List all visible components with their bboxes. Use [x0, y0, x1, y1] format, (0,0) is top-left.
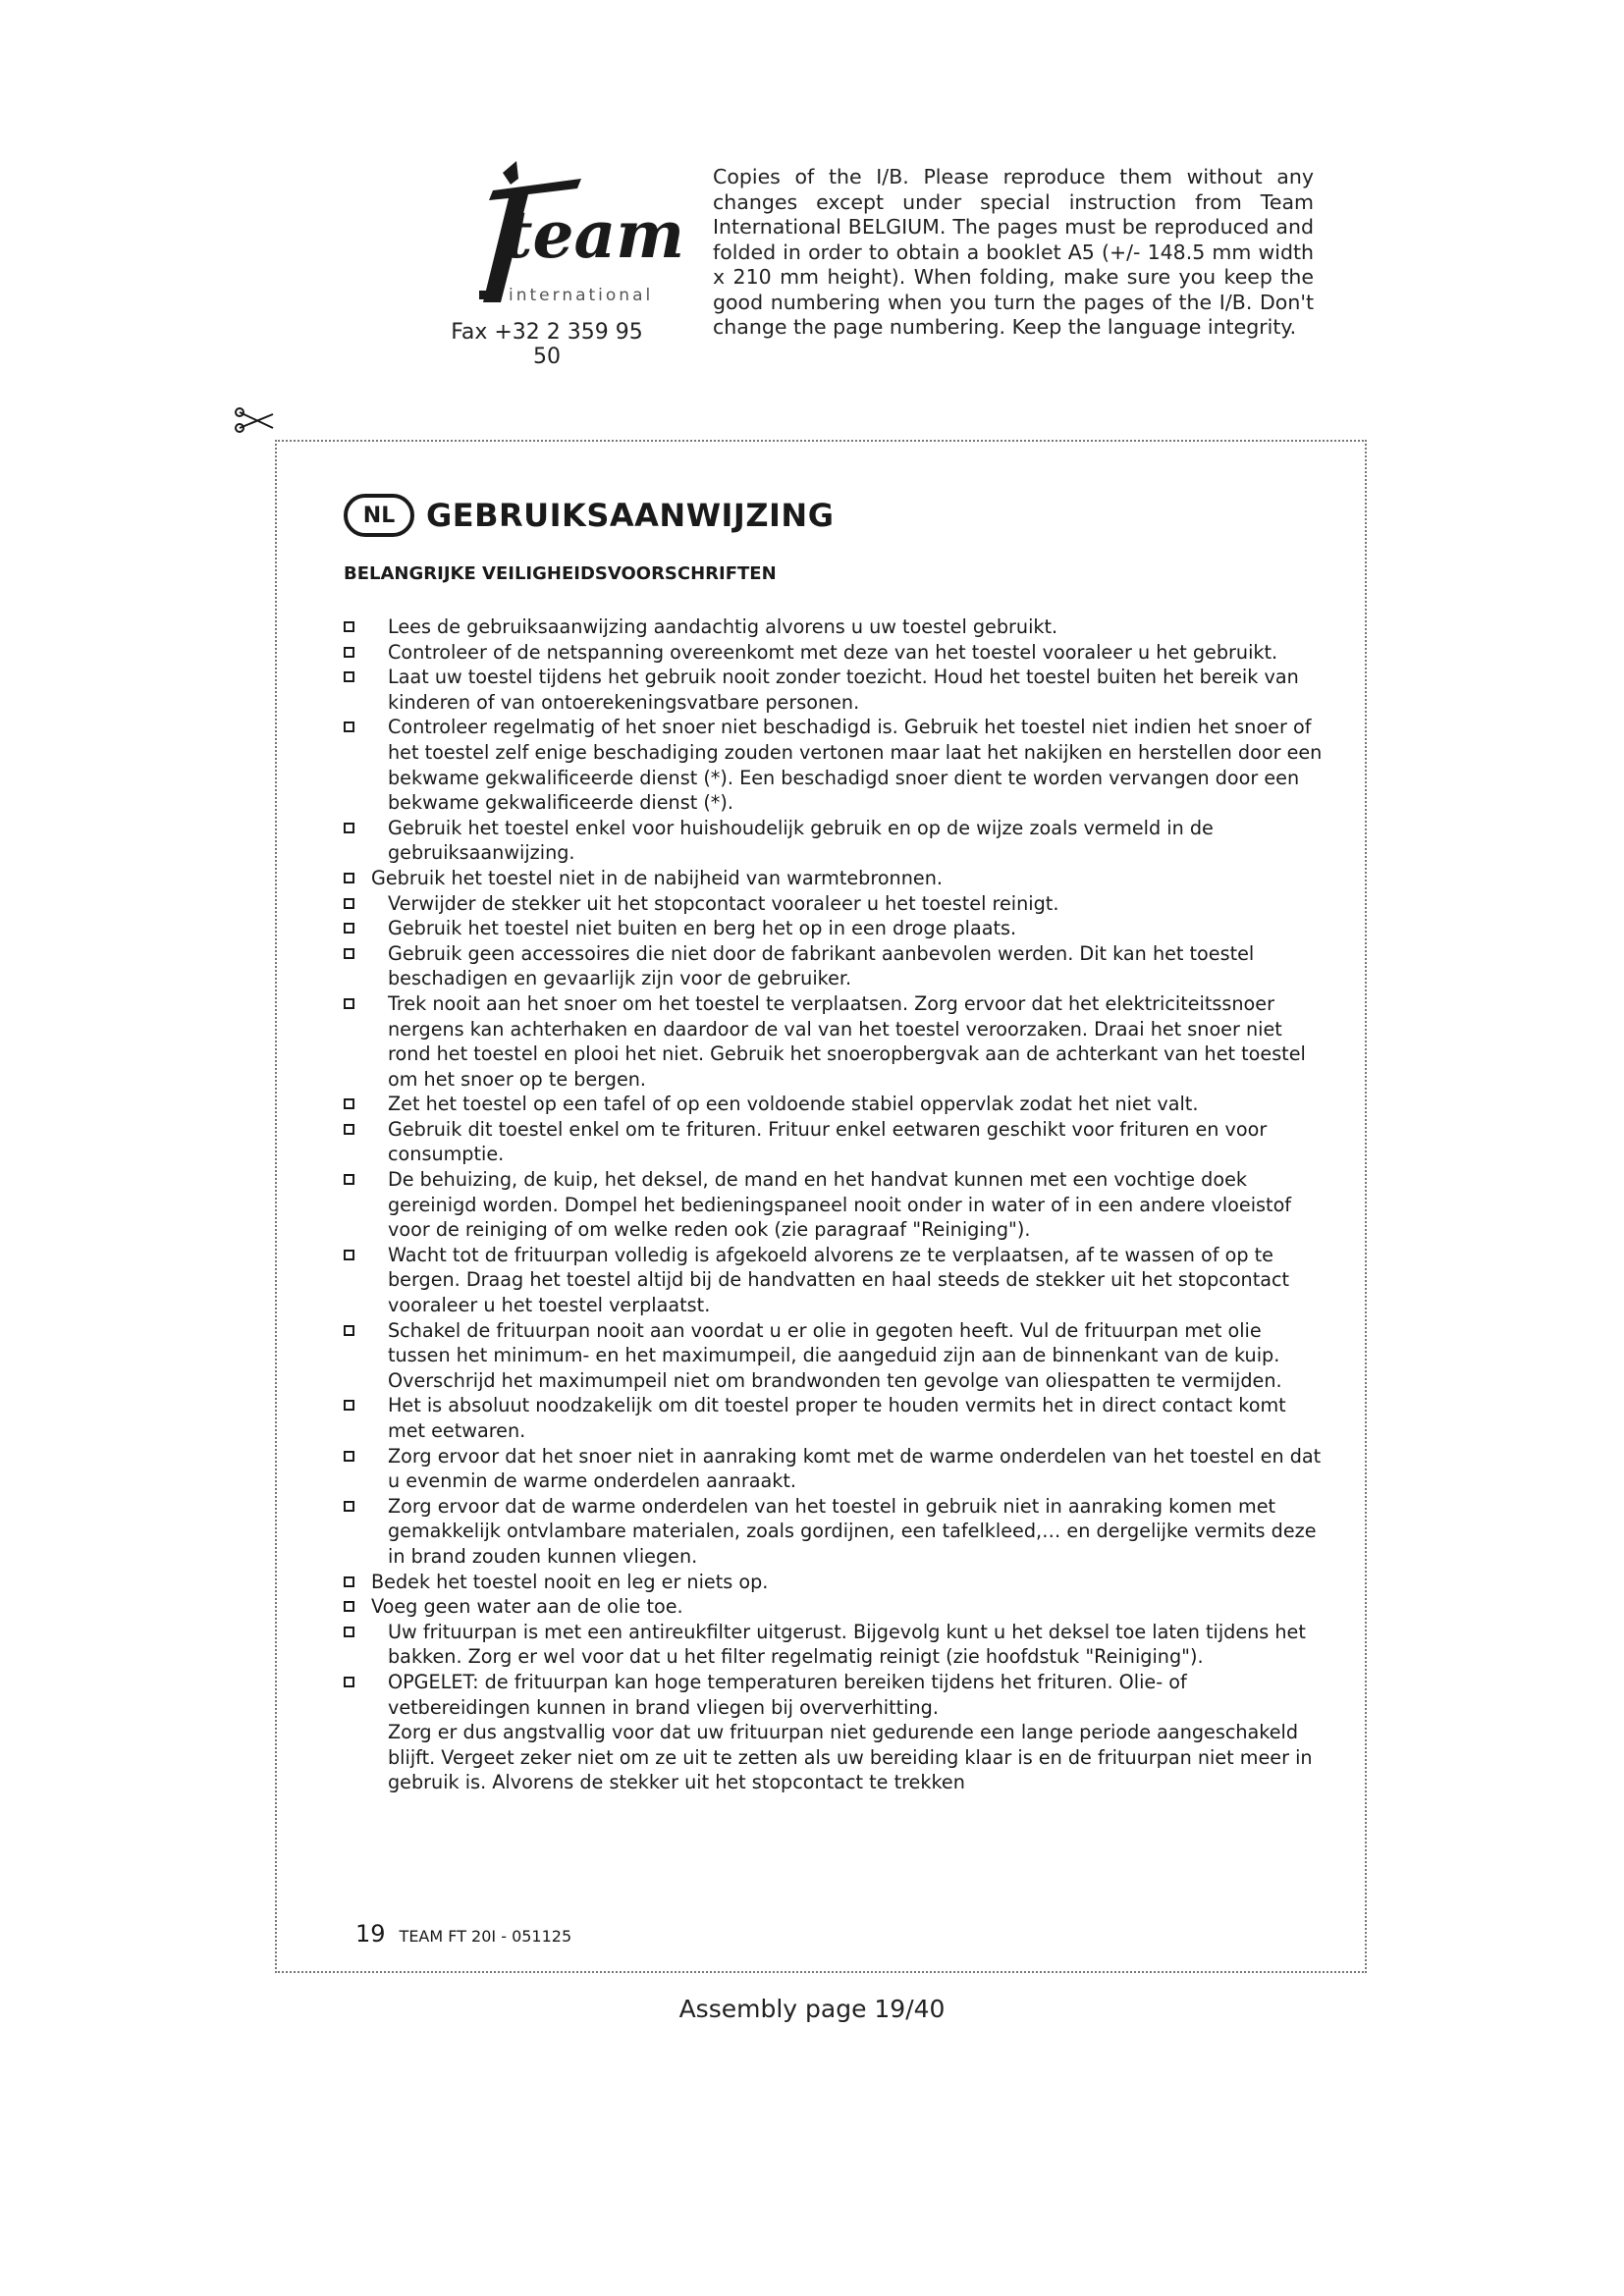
checkbox-bullet-icon: [344, 948, 354, 959]
checkbox-bullet-icon: [344, 823, 354, 833]
list-item: Gebruik het toestel enkel voor huishoudelijk gebruik en op de wijze zoals vermeld in de gebruiksaanwijzing.: [344, 816, 1326, 866]
checkbox-bullet-icon: [344, 647, 354, 658]
section-subtitle: BELANGRIJKE VEILIGHEIDSVOORSCHRIFTEN: [344, 563, 777, 584]
list-item: Uw frituurpan is met een antireukfilter uitgerust. Bijgevolg kunt u het deksel toe laten tijdens het bakken. Zorg er wel voor dat u het filter regelmatig reinigt (zie hoofdstuk "Reiniging").: [344, 1620, 1326, 1670]
list-item: Zet het toestel op een tafel of op een voldoende stabiel oppervlak zodat het niet valt.: [344, 1092, 1326, 1117]
logo-subtext: international: [509, 286, 654, 305]
checkbox-bullet-icon: [344, 621, 354, 632]
list-item: Wacht tot de frituurpan volledig is afgekoeld alvorens ze te verplaatsen, af te wassen of op te bergen. Draag het toestel altijd bij de handvatten en haal steeds de stekker uit het stopcontact vooraleer u het toestel verplaatst.: [344, 1243, 1326, 1318]
page-title: GEBRUIKSAANWIJZING: [426, 497, 835, 534]
logo-wordmark: team: [503, 196, 685, 273]
language-badge: NL: [344, 494, 414, 537]
list-item: Bedek het toestel nooit en leg er niets op.: [344, 1570, 1326, 1595]
checkbox-bullet-icon: [344, 923, 354, 934]
list-item: Gebruik het toestel niet buiten en berg het op in een droge plaats.: [344, 916, 1326, 941]
list-item: Controleer of de netspanning overeenkomt met deze van het toestel vooraleer u het gebruikt.: [344, 640, 1326, 666]
list-item: Zorg ervoor dat het snoer niet in aanraking komt met de warme onderdelen van het toestel en dat u evenmin de warme onderdelen aanraakt.: [344, 1444, 1326, 1494]
list-item: Gebruik dit toestel enkel om te frituren. Frituur enkel eetwaren geschikt voor frituren en voor consumptie.: [344, 1117, 1326, 1167]
checkbox-bullet-icon: [344, 1677, 354, 1687]
checkbox-bullet-icon: [344, 1325, 354, 1336]
checkbox-bullet-icon: [344, 1174, 354, 1185]
checkbox-bullet-icon: [344, 1601, 354, 1612]
checkbox-bullet-icon: [344, 1501, 354, 1512]
list-item: Het is absoluut noodzakelijk om dit toestel proper te houden vermits het in direct contact komt met eetwaren.: [344, 1393, 1326, 1443]
safety-rules-list: [344, 614, 1326, 1795]
model-code: TEAM FT 20I - 051125: [399, 1927, 572, 1946]
page-number: 19: [355, 1920, 386, 1948]
list-item: Lees de gebruiksaanwijzing aandachtig alvorens u uw toestel gebruikt.: [344, 614, 1326, 640]
page-footer: [355, 1920, 571, 1948]
checkbox-bullet-icon: [344, 1451, 354, 1462]
list-item: De behuizing, de kuip, het deksel, de mand en het handvat kunnen met een vochtige doek gereinigd worden. Dompel het bedieningspaneel nooit onder in water of in een andere vloeistof voor de reiniging of om welke reden ook (zie paragraaf "Reiniging").: [344, 1167, 1326, 1243]
checkbox-bullet-icon: [344, 1400, 354, 1411]
checkbox-bullet-icon: [344, 1098, 354, 1109]
checkbox-bullet-icon: [344, 1250, 354, 1260]
list-item: Gebruik geen accessoires die niet door de fabrikant aanbevolen werden. Dit kan het toestel beschadigen en gevaarlijk zijn voor de gebruiker.: [344, 941, 1326, 991]
checkbox-bullet-icon: [344, 671, 354, 682]
copies-instruction-note: Copies of the I/B. Please reproduce them without any changes except under special instruction from Team International BELGIUM. The pages must be reproduced and folded in order to obtain a booklet A5 (+/- 148.5 mm width x 210 mm height). When folding, make sure you keep the good numbering when you turn the pages of the I/B. Don't change the page numbering. Keep the language integrity.: [713, 165, 1314, 339]
list-item: Trek nooit aan het snoer om het toestel te verplaatsen. Zorg ervoor dat het elektriciteitssnoer nergens kan achterhaken en daardoor de val van het toestel veroorzaken. Draai het snoer niet rond het toestel en plooi het niet. Gebruik het snoeropbergvak aan de achterkant van het toestel om het snoer op te bergen.: [344, 991, 1326, 1092]
team-international-logo: [434, 155, 685, 314]
assembly-page-label: Assembly page 19/40: [678, 1995, 946, 2023]
continuation-paragraph: Zorg er dus angstvallig voor dat uw frituurpan niet gedurende een lange periode aangeschakeld blijft. Vergeet zeker niet om ze uit te zetten als uw bereiding klaar is en de frituurpan niet meer in gebruik is. Alvorens de stekker uit het stopcontact te trekken: [388, 1721, 1313, 1794]
list-item: Laat uw toestel tijdens het gebruik nooit zonder toezicht. Houd het toestel buiten het bereik van kinderen of van ontoerekeningsvatbare personen.: [344, 665, 1326, 715]
scissors-icon: [234, 406, 277, 436]
checkbox-bullet-icon: [344, 873, 354, 883]
list-item: Schakel de frituurpan nooit aan voordat u er olie in gegoten heeft. Vul de frituurpan met olie tussen het minimum- en het maximumpeil, die aangeduid zijn aan de binnenkant van de kuip. Overschrijd het maximumpeil niet om brandwonden ten gevolge van oliespatten te vermijden.: [344, 1318, 1326, 1394]
document-heading: [344, 494, 834, 537]
checkbox-bullet-icon: [344, 721, 354, 732]
checkbox-bullet-icon: [344, 1124, 354, 1135]
list-item: OPGELET: de frituurpan kan hoge temperaturen bereiken tijdens het frituren. Olie- of vetbereidingen kunnen in brand vliegen bij oververhitting.: [344, 1670, 1326, 1720]
list-item: Gebruik het toestel niet in de nabijheid van warmtebronnen.: [344, 866, 1326, 891]
checkbox-bullet-icon: [344, 1627, 354, 1637]
list-item: Controleer regelmatig of het snoer niet beschadigd is. Gebruik het toestel niet indien het snoer of het toestel zelf enige beschadiging zouden vertonen maar laat het nakijken en herstellen door een bekwame gekwalificeerde dienst (*). Een beschadigd snoer dient te worden vervangen door een bekwame gekwalificeerde dienst (*).: [344, 715, 1326, 815]
list-item: Voeg geen water aan de olie toe.: [344, 1594, 1326, 1620]
list-item: Verwijder de stekker uit het stopcontact vooraleer u het toestel reinigt.: [344, 891, 1326, 917]
checkbox-bullet-icon: [344, 898, 354, 909]
fax-number: Fax +32 2 359 95 50: [451, 320, 643, 369]
list-item: Zorg ervoor dat de warme onderdelen van het toestel in gebruik niet in aanraking komen met gemakkelijk ontvlambare materialen, zoals gordijnen, een tafelkleed,… en dergelijke vermits deze in brand zouden kunnen vliegen.: [344, 1494, 1326, 1570]
checkbox-bullet-icon: [344, 1576, 354, 1587]
checkbox-bullet-icon: [344, 998, 354, 1009]
